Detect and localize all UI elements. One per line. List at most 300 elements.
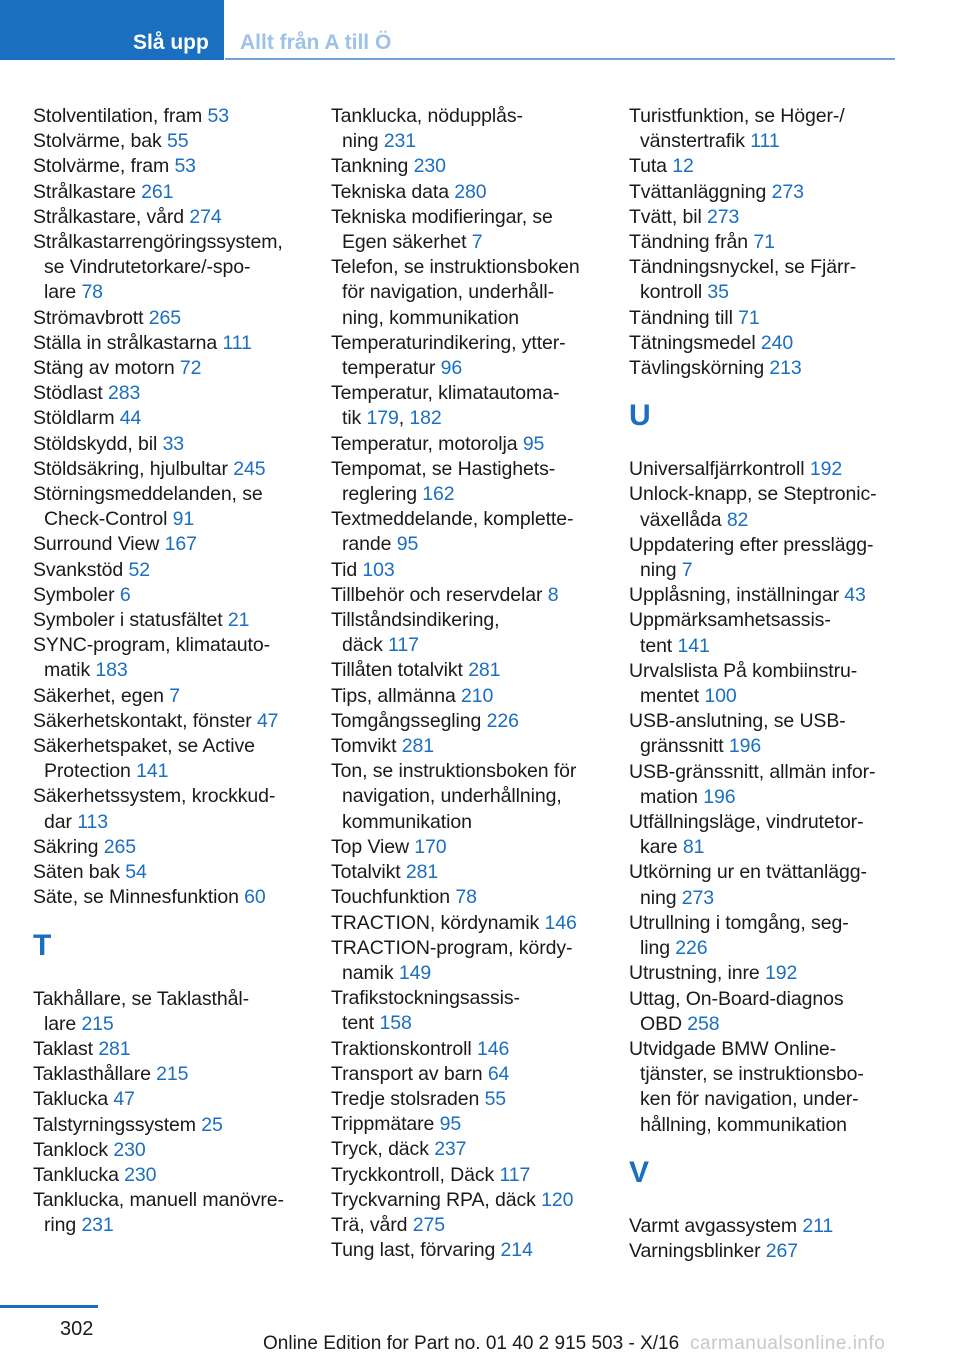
page-link[interactable]: 35: [707, 281, 729, 304]
index-entry: [629, 810, 909, 860]
index-entry: [331, 1188, 611, 1213]
index-letter-heading: T: [33, 928, 52, 962]
page-link[interactable]: 141: [677, 634, 710, 657]
index-entry-text: Temperatur, klimatautoma-: [331, 382, 560, 405]
edition-note: Online Edition for Part no. 01 40 2 915 503 - X/16: [263, 1333, 680, 1354]
index-entry-text: Stolventilation, fram 53: [33, 105, 229, 127]
page-link[interactable]: 21: [227, 609, 250, 632]
index-entry-text: Strålkastare 261: [33, 180, 174, 203]
index-entry: [331, 432, 611, 457]
top-navigation: [0, 0, 960, 60]
index-entry: [33, 230, 313, 306]
index-entry: [331, 936, 611, 986]
index-entry-text: Traktionskontroll 146: [331, 1037, 510, 1060]
index-entry-text: Säkring 265: [33, 835, 136, 858]
index-entry-text: Urvalslista På kombiinstru-: [629, 659, 858, 682]
index-entry: [33, 1188, 313, 1238]
page-link[interactable]: 91: [172, 508, 195, 531]
index-entry: [629, 205, 909, 230]
index-entry: [629, 760, 909, 810]
page-link[interactable]: 117: [499, 1163, 531, 1186]
index-entry-text: Tanklucka, nödupplås-: [331, 105, 523, 127]
index-entry-text: Tankning 230: [331, 155, 446, 178]
page-link[interactable]: 113: [77, 810, 108, 833]
page-link[interactable]: 71: [738, 306, 760, 329]
index-entry: [33, 583, 313, 608]
index-entry-text: Tuta 12: [629, 155, 694, 178]
index-entry-text: tent 141: [640, 634, 710, 657]
index-entry-text: Tekniska data 280: [331, 180, 487, 203]
index-entry-text: Tryckvarning RPA, däck 120: [331, 1188, 574, 1211]
index-entry: [629, 987, 909, 1037]
page-link[interactable]: 273: [771, 180, 804, 203]
page-link[interactable]: 146: [544, 911, 577, 934]
page-link[interactable]: 170: [414, 835, 447, 858]
page-link[interactable]: 226: [486, 709, 519, 732]
page-link[interactable]: 111: [750, 130, 780, 153]
index-entry-text: Totalvikt 281: [331, 861, 439, 884]
index-entry-text: Tekniska modifieringar, se: [331, 205, 553, 228]
page-link[interactable]: 237: [434, 1138, 467, 1161]
index-entry-text: vänstertrafik 111: [640, 130, 780, 153]
page-link[interactable]: 226: [675, 937, 708, 960]
page-link[interactable]: 192: [809, 458, 843, 481]
index-entry: [629, 961, 909, 986]
page-link[interactable]: 141: [136, 760, 169, 783]
index-entry: [33, 608, 313, 633]
index-entry-text: Säkerhetspaket, se Active: [33, 735, 255, 758]
index-entry-text: Tillåten totalvikt 281: [331, 659, 501, 682]
index-entry-text: se Vindrutetorkare/-spo-: [44, 256, 251, 279]
index-entry: [629, 533, 909, 583]
index-entry-text: Trafikstockningsassis-: [331, 987, 520, 1010]
index-entry: [331, 658, 611, 683]
page-link[interactable]: 78: [455, 886, 477, 909]
index-entry: [629, 583, 909, 608]
index-entry: [33, 406, 313, 431]
page-link[interactable]: 265: [148, 306, 181, 329]
index-entry: [33, 709, 313, 734]
page-link[interactable]: 211: [802, 1214, 834, 1237]
page-link[interactable]: 82: [726, 508, 749, 531]
index-entry-text: Tid 103: [331, 558, 395, 581]
index-entry: [629, 482, 909, 532]
index-entry-text: Svankstöd 52: [33, 558, 150, 581]
index-entry-text: Uppmärksamhetsassis-: [629, 609, 831, 632]
index-entry-text: Utkörning ur en tvättanlägg-: [629, 861, 867, 884]
tab-sla-upp[interactable]: Slå upp: [133, 31, 209, 54]
index-entry: [33, 205, 313, 230]
index-entry: [33, 457, 313, 482]
page-link[interactable]: 55: [166, 130, 189, 153]
page-link[interactable]: 146: [476, 1037, 510, 1060]
index-entry-text: Utvidgade BMW Online-: [629, 1037, 837, 1060]
index-entry-text: Tillbehör och reservdelar 8: [331, 583, 559, 606]
index-entry-text: Unlock-knapp, se Steptronic-: [629, 483, 877, 506]
index-entry: [629, 860, 909, 910]
index-entry: [33, 306, 313, 331]
page-link[interactable]: 12: [672, 155, 694, 178]
index-entry-text: tent 158: [342, 1012, 412, 1035]
page-link[interactable]: 120: [541, 1188, 574, 1211]
page-link[interactable]: 196: [703, 785, 736, 808]
page-link[interactable]: 71: [753, 231, 775, 254]
index-entry-text: Tillståndsindikering,: [331, 609, 500, 632]
index-entry: [33, 784, 313, 834]
page-link[interactable]: 117: [388, 634, 419, 657]
index-entry-text: Top View 170: [331, 835, 447, 858]
index-entry: [33, 987, 313, 1037]
page-link[interactable]: 196: [728, 735, 762, 758]
page-link[interactable]: 183: [95, 659, 128, 682]
page-link[interactable]: 103: [362, 558, 395, 581]
index-entry: [629, 154, 909, 179]
page-link[interactable]: 245: [233, 457, 266, 480]
index-entry-text: rande 95: [342, 533, 419, 556]
index-entry: [331, 558, 611, 583]
index-entry-text: Tändning till 71: [629, 306, 760, 329]
index-entry: [33, 356, 313, 381]
page-link[interactable]: 7: [169, 684, 180, 707]
index-entry: [331, 381, 611, 431]
index-entry: [331, 709, 611, 734]
index-entry-text: Taklast 281: [33, 1037, 131, 1060]
index-entry: [33, 1163, 313, 1188]
index-entry-text: Säkerhetskontakt, fönster 47: [33, 709, 279, 732]
index-entry-text: lare 215: [44, 1012, 114, 1035]
page-link[interactable]: 111: [222, 331, 252, 354]
page-link[interactable]: 53: [207, 105, 229, 127]
page-link[interactable]: 158: [379, 1012, 412, 1035]
page-link[interactable]: 81: [682, 836, 705, 859]
index-entry-text: Tändningsnyckel, se Fjärr-: [629, 256, 857, 279]
index-entry: [33, 180, 313, 205]
index-entry-text: Strålkastare, vård 274: [33, 205, 222, 228]
page-link[interactable]: 281: [468, 659, 501, 682]
index-entry-text: Turistfunktion, se Höger-/: [629, 105, 845, 127]
page-link[interactable]: 33: [162, 432, 185, 455]
index-entry-text: TRACTION-program, kördy-: [331, 936, 573, 959]
index-entry-text: Stöldlarm 44: [33, 407, 142, 430]
page-link[interactable]: 179: [366, 407, 399, 430]
index-entry: [629, 306, 909, 331]
index-entry: [33, 381, 313, 406]
index-entry: [33, 734, 313, 784]
index-entry-text: Säte, se Minnesfunktion 60: [33, 886, 266, 909]
index-entry-text: Stäng av motorn 72: [33, 357, 202, 380]
index-entry: [331, 457, 611, 507]
page-link[interactable]: 281: [98, 1037, 131, 1060]
index-entry-text: Symboler 6: [33, 583, 131, 606]
index-entry-text: Trä, vård 275: [331, 1213, 445, 1236]
index-entry-text: Textmeddelande, komplette-: [331, 508, 574, 531]
page-link[interactable]: 64: [487, 1062, 510, 1085]
index-entry-text: kontroll 35: [640, 281, 729, 304]
page-link[interactable]: 230: [124, 1163, 157, 1186]
index-entry-text: Tävlingskörning 213: [629, 357, 802, 380]
index-entry: [331, 1213, 611, 1238]
index-letter-heading: V: [629, 1155, 650, 1189]
index-entry: [33, 1113, 313, 1138]
index-entry-text: Stödlast 283: [33, 382, 141, 405]
page-link[interactable]: 162: [422, 483, 455, 506]
index-entry: [331, 1037, 611, 1062]
index-entry: [629, 1037, 909, 1138]
page-link[interactable]: 25: [201, 1113, 223, 1136]
page-link[interactable]: 265: [103, 835, 136, 858]
page-link[interactable]: 43: [844, 584, 866, 607]
index-entry-text: Strålkastarrengöringssystem,: [33, 231, 283, 254]
index-entry-text: Ställa in strålkastarna 111: [33, 331, 252, 354]
page-link[interactable]: 273: [681, 886, 715, 909]
index-entry-text: Ton, se instruktionsboken för: [331, 760, 577, 783]
index-entry-text: Taklasthållare 215: [33, 1063, 189, 1086]
index-entry-text: Tung last, förvaring 214: [331, 1239, 533, 1262]
page-link[interactable]: 281: [401, 735, 434, 758]
page-link[interactable]: 230: [413, 155, 446, 178]
index-entry-text: Stöldsäkring, hjulbultar 245: [33, 457, 266, 480]
index-entry: [331, 860, 611, 885]
index-entry: [33, 684, 313, 709]
page-link[interactable]: 47: [256, 709, 279, 732]
index-entry-text: Temperatur, motorolja 95: [331, 432, 545, 455]
page-link[interactable]: 7: [471, 231, 483, 254]
index-entry-text: Uttag, On-Board-diagnos: [629, 987, 844, 1010]
index-entry: [629, 255, 909, 305]
index-entry-text: Stolvärme, fram 53: [33, 155, 196, 178]
index-entry: [629, 104, 909, 154]
page-link[interactable]: 6: [119, 583, 131, 606]
page-link[interactable]: 52: [128, 558, 150, 581]
index-entry: [33, 558, 313, 583]
index-entry-text: Trippmätare 95: [331, 1113, 462, 1136]
index-entry: [33, 482, 313, 532]
index-entry: [331, 1163, 611, 1188]
index-entry-text: ning 7: [640, 559, 693, 582]
index-column-1: [33, 104, 313, 1239]
index-entry: [33, 633, 313, 683]
index-entry: [629, 356, 909, 381]
page-link[interactable]: 261: [141, 180, 174, 203]
index-entry-text: Upplåsning, inställningar 43: [629, 584, 866, 607]
page-link[interactable]: 192: [764, 962, 798, 985]
index-entry-text: Talstyrningssystem 25: [33, 1113, 223, 1136]
index-entry: [629, 180, 909, 205]
index-entry-text: Protection 141: [44, 760, 169, 783]
page-link[interactable]: 44: [119, 407, 142, 430]
index-entry: [331, 331, 611, 381]
index-entry-text: Tredje stolsraden 55: [331, 1087, 507, 1110]
index-entry-text: matik 183: [44, 659, 128, 682]
index-entry-text: Tomgångssegling 226: [331, 709, 519, 732]
index-entry: [331, 608, 611, 658]
page-link[interactable]: 95: [439, 1113, 462, 1136]
index-entry-text: Varningsblinker 267: [629, 1239, 799, 1262]
page-link[interactable]: 231: [81, 1214, 114, 1237]
page-link[interactable]: 280: [454, 180, 487, 203]
page-link[interactable]: 54: [125, 861, 147, 884]
index-column-3: [629, 104, 909, 1264]
index-entry-text: Uppdatering efter presslägg-: [629, 533, 874, 556]
page-link[interactable]: 60: [244, 886, 266, 909]
index-entry: [629, 659, 909, 709]
index-entry-text: Tätningsmedel 240: [629, 331, 794, 354]
page-link[interactable]: 258: [687, 1012, 720, 1035]
watermark: carmanualsonline.info: [690, 1333, 886, 1354]
index-entry: [33, 1138, 313, 1163]
index-entry: [331, 205, 611, 255]
index-entry-text: tik 179, 182: [342, 407, 442, 430]
index-entry-text: Tändning från 71: [629, 231, 775, 254]
index-entry-text: Tanklucka 230: [33, 1163, 157, 1186]
index-entry: [33, 1037, 313, 1062]
index-entry: [331, 154, 611, 179]
index-entry: [33, 432, 313, 457]
index-entry-text: Strömavbrott 265: [33, 306, 181, 329]
index-entry-text: USB-gränssnitt, allmän infor-: [629, 760, 876, 783]
page-link[interactable]: 95: [396, 533, 419, 556]
index-entry-text: Transport av barn 64: [331, 1062, 510, 1085]
index-entry-text: Tvätt, bil 273: [629, 205, 740, 228]
index-entry: [629, 911, 909, 961]
index-entry-text: Varmt avgassystem 211: [629, 1214, 834, 1237]
index-entry-text: namik 149: [342, 961, 432, 984]
index-entry-text: Taklucka 47: [33, 1088, 135, 1111]
page-link[interactable]: 47: [113, 1088, 135, 1111]
index-entry: [331, 759, 611, 835]
index-entry-text: Tomvikt 281: [331, 735, 434, 758]
index-entry: [331, 255, 611, 331]
page-link[interactable]: 96: [440, 357, 463, 380]
page-link[interactable]: 273: [707, 205, 740, 228]
index-entry: [33, 1062, 313, 1087]
page-link[interactable]: 8: [547, 583, 559, 606]
index-entry: [331, 734, 611, 759]
page-link[interactable]: 283: [107, 382, 141, 405]
index-entry-text: Tanklucka, manuell manövre-: [33, 1189, 284, 1212]
index-entry-text: Säkerhetssystem, krockkud-: [33, 785, 276, 808]
footer-rule: [0, 1305, 98, 1308]
index-entry-text: Tryck, däck 237: [331, 1138, 467, 1161]
index-entry: [331, 684, 611, 709]
page-link[interactable]: 53: [174, 155, 196, 178]
index-entry-text: Check-Control 91: [44, 508, 195, 531]
index-entry-text: för navigation, underhåll-: [342, 281, 555, 304]
page-link[interactable]: 7: [681, 559, 693, 582]
index-entry-text: Temperaturindikering, ytter-: [331, 331, 566, 354]
index-column-2: [331, 104, 611, 1263]
index-entry-text: Störningsmeddelanden, se: [33, 483, 263, 506]
index-entry: [331, 583, 611, 608]
index-entry-text: Utrustning, inre 192: [629, 962, 798, 985]
index-entry-text: mation 196: [640, 785, 736, 808]
page-link[interactable]: 267: [765, 1239, 799, 1262]
index-entry-text: Symboler i statusfältet 21: [33, 609, 250, 632]
index-entry: [331, 986, 611, 1036]
index-entry-text: Egen säkerhet 7: [342, 231, 483, 254]
index-entry-text: tjänster, se instruktionsbo-: [640, 1063, 864, 1086]
index-entry-text: dar 113: [44, 810, 108, 833]
page-link[interactable]: 213: [769, 357, 802, 380]
page-link[interactable]: 215: [156, 1063, 189, 1086]
index-entry-text: Stöldskydd, bil 33: [33, 432, 185, 455]
index-entry-text: Säten bak 54: [33, 861, 147, 884]
index-entry-text: Telefon, se instruktionsboken: [331, 256, 580, 279]
index-entry: [33, 835, 313, 860]
index-entry-text: lare 78: [44, 281, 103, 304]
index-entry-text: ring 231: [44, 1214, 114, 1237]
index-entry: [331, 180, 611, 205]
index-entry-text: Touchfunktion 78: [331, 886, 477, 909]
index-entry: [331, 1137, 611, 1162]
index-entry: [33, 104, 313, 129]
page-link[interactable]: 100: [704, 685, 737, 708]
page-link[interactable]: 149: [398, 961, 432, 984]
index-entry: [331, 104, 611, 154]
page-link[interactable]: 210: [461, 684, 494, 707]
index-entry-text: mentet 100: [640, 685, 737, 708]
index-entry-text: reglering 162: [342, 483, 455, 506]
index-entry: [629, 230, 909, 255]
index-entry-text: navigation, underhållning,: [342, 785, 562, 808]
index-entry: [33, 885, 313, 910]
index-entry-text: ning 273: [640, 886, 715, 909]
index-entry-text: Surround View 167: [33, 533, 197, 556]
index-entry-text: kare 81: [640, 836, 705, 859]
page-link[interactable]: 72: [179, 357, 202, 380]
page-link[interactable]: 281: [405, 861, 439, 884]
index-entry: [33, 532, 313, 557]
index-entry: [33, 1087, 313, 1112]
index-entry-text: Universalfjärrkontroll 192: [629, 458, 843, 481]
index-entry-text: Tips, allmänna 210: [331, 684, 494, 707]
index-entry: [331, 1112, 611, 1137]
page-link[interactable]: 215: [81, 1012, 114, 1035]
index-entry-text: temperatur 96: [342, 357, 463, 380]
page-link[interactable]: 167: [164, 533, 197, 556]
index-entry: [629, 1239, 909, 1264]
page-link[interactable]: 240: [760, 331, 794, 354]
page-link[interactable]: 182: [409, 407, 442, 430]
page-link[interactable]: 55: [484, 1087, 507, 1110]
index-entry: [629, 457, 909, 482]
index-entry-text: gränssnitt 196: [640, 735, 762, 758]
index-entry-text: ning 231: [342, 130, 417, 153]
index-entry-text: däck 117: [342, 634, 419, 657]
tab-allt-fran-a-till-o[interactable]: Allt från A till Ö: [240, 31, 392, 54]
page-link[interactable]: 95: [522, 432, 545, 455]
index-entry: [629, 608, 909, 658]
index-entry-text: Tryckkontroll, Däck 117: [331, 1163, 531, 1186]
page-link[interactable]: 78: [81, 281, 103, 304]
page-link[interactable]: 230: [113, 1138, 146, 1161]
index-entry-text: OBD 258: [640, 1012, 720, 1035]
index-entry: [33, 129, 313, 154]
index-entry-text: hållning, kommunikation: [640, 1113, 847, 1136]
index-entry-text: Tempomat, se Hastighets-: [331, 457, 556, 480]
index-entry: [331, 507, 611, 557]
page-link[interactable]: 274: [189, 205, 222, 228]
index-entry: [33, 154, 313, 179]
page-link[interactable]: 214: [500, 1239, 533, 1262]
index-entry: [331, 1238, 611, 1263]
index-entry: [629, 331, 909, 356]
page-link[interactable]: 231: [383, 130, 417, 153]
page-link[interactable]: 275: [412, 1213, 445, 1236]
index-entry: [331, 835, 611, 860]
index-entry: [331, 1062, 611, 1087]
tab-divider: [224, 0, 225, 60]
